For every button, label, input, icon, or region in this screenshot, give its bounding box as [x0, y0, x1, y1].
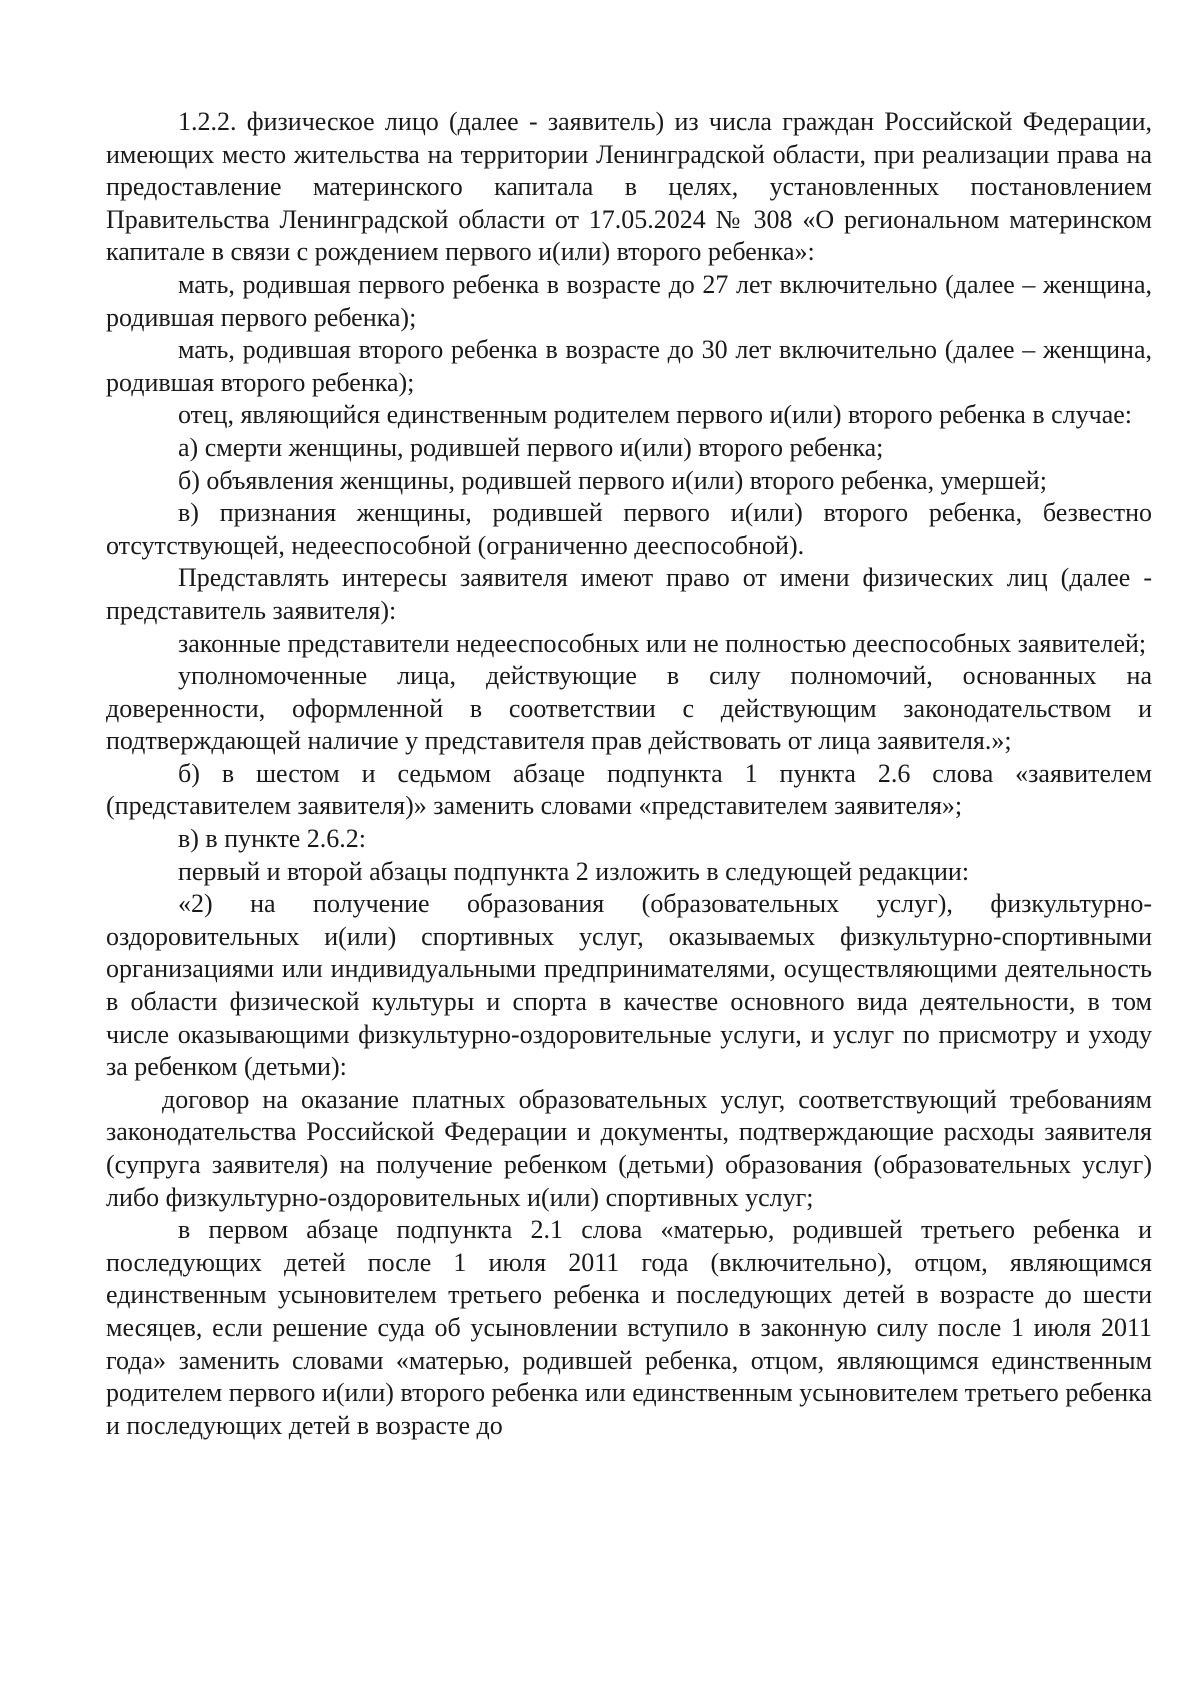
paragraph-case-a: а) смерти женщины, родившей первого и(или) второго ребенка;	[178, 432, 884, 462]
paragraph-amendment-b: б) в шестом и седьмом абзаце подпункта 1 пункта 2.6 слова «заявителем (представителем заявителя)» заменить словами «представителем заявителя»;	[106, 758, 1152, 821]
paragraph-amendment-v: в) в пункте 2.6.2:	[178, 824, 366, 854]
document-body	[106, 106, 1152, 1442]
paragraph-contract: договор на оказание платных образовательных услуг, соответствующий требованиям законодательства Российской Федерации и документы, подтверждающие расходы заявителя (супруга заявителя) на получение ребенком (детьми) образования (образовательных услуг) либо физкультурно-оздоровительных и(или) спортивных услуг;	[106, 1084, 1152, 1212]
paragraph-mother-first-child: мать, родившая первого ребенка в возрасте до 27 лет включительно (далее – женщина, родившая первого ребенка);	[106, 269, 1152, 332]
paragraph-1-2-2: 1.2.2. физическое лицо (далее - заявитель) из числа граждан Российской Федерации, имеющих место жительства на территории Ленинградской области, при реализации права на предоставление материнского капитала в целях, установленных постановлением Правительства Ленинградской области от 17.05.2024 № 308 «О региональном материнском капитале в связи с рождением первого и(или) второго ребенка»:	[106, 107, 1152, 267]
paragraph-father-single-parent: отец, являющийся единственным родителем первого и(или) второго ребенка в случае:	[178, 400, 1133, 430]
paragraph-subpoint-2-1: в первом абзаце подпункта 2.1 слова «матерью, родившей третьего ребенка и последующих детей после 1 июля 2011 года (включительно), отцом, являющимся единственным усыновителем третьего ребенка и последующих детей в возрасте до шести месяцев, если решение суда об усыновлении вступило в законную силу после 1 июля 2011 года» заменить словами «матерью, родившей ребенка, отцом, являющимся единственным родителем первого и(или) второго ребенка или единственным усыновителем третьего ребенка и последующих детей в возрасте до	[106, 1215, 1152, 1440]
paragraph-case-v: в) признания женщины, родившей первого и(или) второго ребенка, безвестно отсутствующей, недееспособной (ограниченно дееспособной).	[106, 498, 1152, 560]
paragraph-education-services: «2) на получение образования (образовательных услуг), физкультурно-оздоровительных и(или) спортивных услуг, оказываемых физкультурно-спортивными организациями или индивидуальными предпринимателями, осуществляющими деятельность в области физической культуры и спорта в качестве основного вида деятельности, в том числе оказывающими физкультурно-оздоровительные услуги, и услуг по присмотру и уходу за ребенком (детьми):	[106, 889, 1152, 1082]
paragraph-first-second-abzac: первый и второй абзацы подпункта 2 изложить в следующей редакции:	[178, 856, 970, 886]
paragraph-mother-second-child: мать, родившая второго ребенка в возрасте до 30 лет включительно (далее – женщина, родившая второго ребенка);	[106, 335, 1152, 397]
paragraph-case-b: б) объявления женщины, родившей первого и(или) второго ребенка, умершей;	[178, 465, 1047, 495]
paragraph-authorized-persons: уполномоченные лица, действующие в силу полномочий, основанных на доверенности, оформленной в соответствии с действующим законодательством и подтверждающей наличие у представителя прав действовать от лица заявителя.»;	[106, 661, 1152, 756]
paragraph-legal-representatives: законные представители недееспособных или не полностью дееспособных заявителей;	[178, 628, 1147, 658]
paragraph-representatives: Представлять интересы заявителя имеют право от имени физических лиц (далее - представитель заявителя):	[106, 563, 1152, 625]
